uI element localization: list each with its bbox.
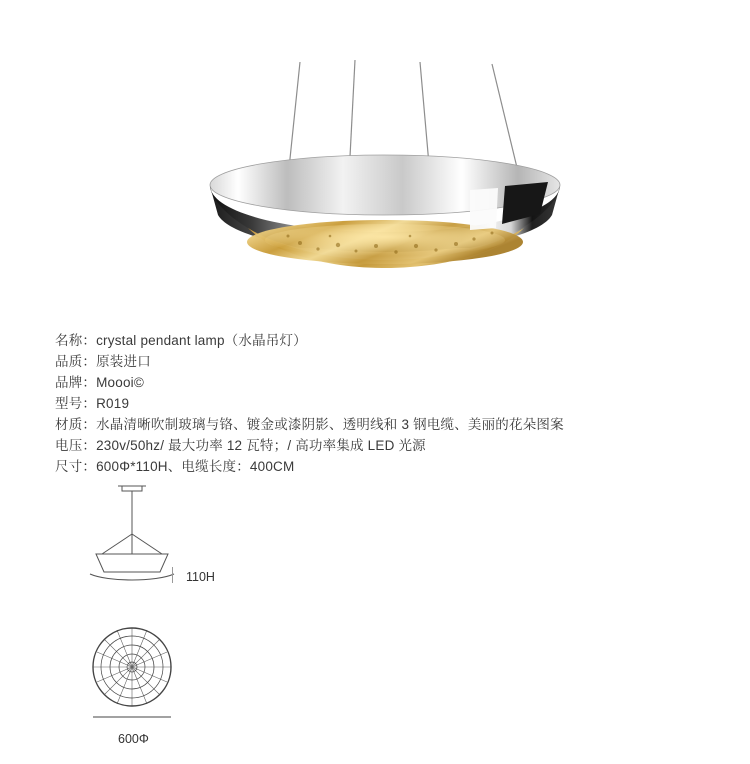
spec-line-voltage: 电压：230v/50hz/ 最大功率 12 瓦特；/ 高功率集成 LED 光源 [55,438,426,453]
spec-line-quality: 品质：原装进口 [55,354,151,369]
top-view-svg [88,625,268,730]
spec-line-brand: 品牌：Moooi© [55,375,145,390]
dimension-diameter-label: 600Φ [118,732,149,746]
spec-line-name: 名称：crystal pendant lamp（水晶吊灯） [55,333,307,348]
spec-line-model: 型号：R019 [55,396,130,411]
pendant-lamp-illustration [0,0,750,300]
product-spec-list [55,330,715,477]
spec-line-material: 材质：水晶清晰吹制玻璃与铬、镀金或漆阴影、透明线和 3 钢电缆、美丽的花朵图案 [55,417,564,432]
dimension-divider [172,567,173,583]
spec-line-size: 尺寸：600Φ*110H、电缆长度：400CM [55,459,295,474]
product-hero-image [0,0,750,300]
dimension-height-label: 110H [186,570,215,584]
dimension-drawing-top [88,625,268,730]
dimension-drawing-side [88,482,348,592]
